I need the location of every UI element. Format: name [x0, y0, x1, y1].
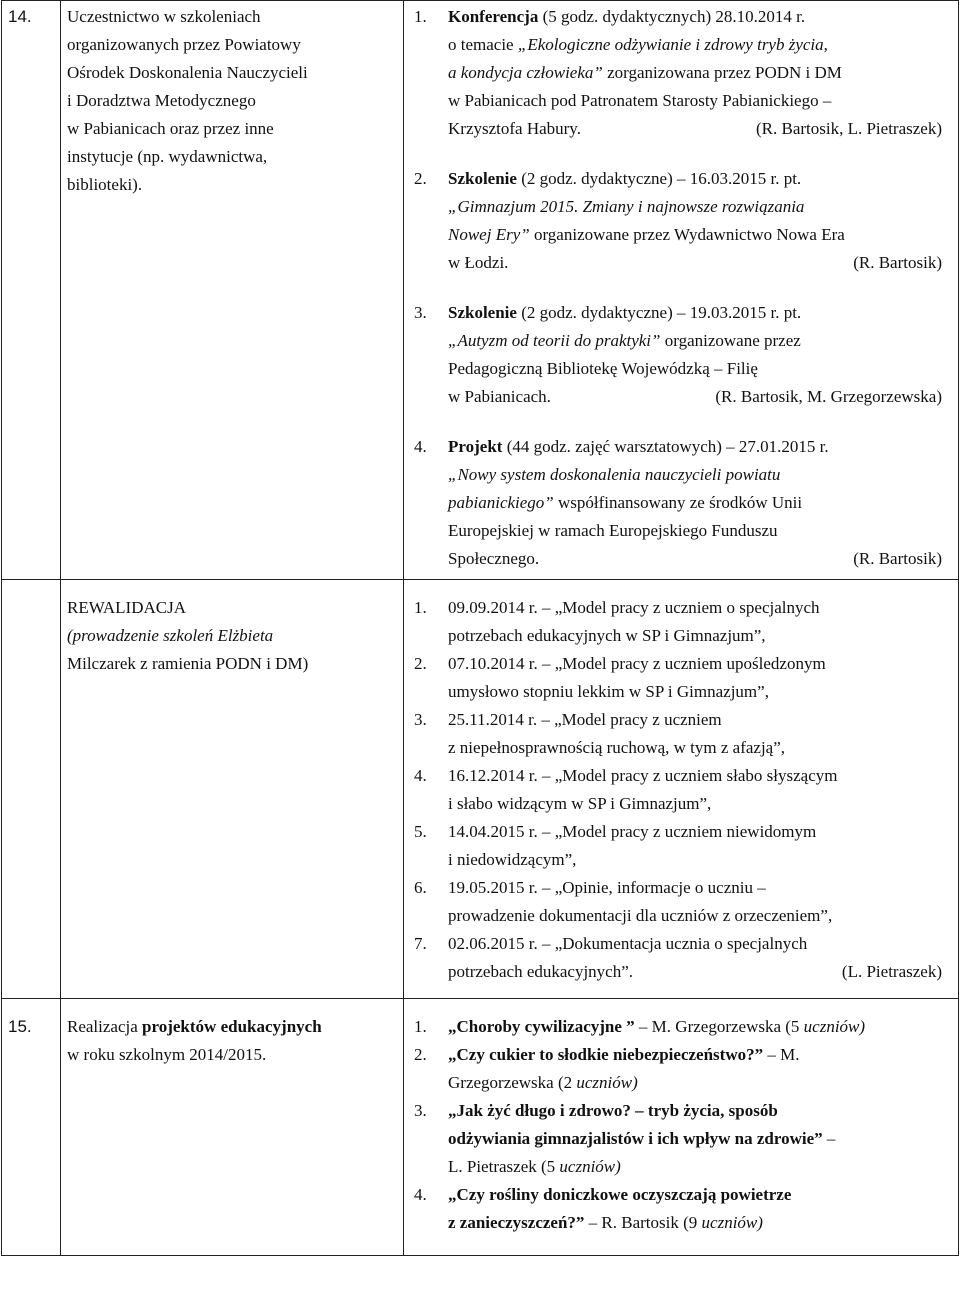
row-content — [404, 999, 959, 1256]
row-number: 15. — [2, 999, 61, 1256]
list-item: 4. 16.12.2014 r. – „Model pracy z uczniem słabo słyszącym i słabo widzącym w SP i Gimnazjum”, — [414, 766, 838, 813]
row-14 — [2, 1, 959, 580]
list-item: 5. 14.04.2015 r. – „Model pracy z uczniem niewidomym i niedowidzącym”, — [414, 822, 817, 869]
row-content — [404, 1, 959, 580]
list-item: 1. „Choroby cywilizacyjne ” – M. Grzegorzewska (5 uczniów) — [414, 1017, 866, 1036]
list-item: 3. 25.11.2014 r. – „Model pracy z uczniem z niepełnosprawnością ruchową, w tym z afazją”, — [414, 710, 786, 757]
section-title: REWALIDACJA — [67, 598, 186, 617]
list-item: 2. „Czy cukier to słodkie niebezpieczeństwo?” – M. Grzegorzewska (2 uczniów) — [414, 1045, 800, 1092]
row-description: REWALIDACJA (prowadzenie szkoleń Elżbieta Milczarek z ramienia PODN i DM) — [61, 580, 404, 999]
row-number: 14. — [2, 1, 61, 580]
row-number — [2, 580, 61, 999]
list-item: 2. Szkolenie (2 godz. dydaktyczne) – 16.03.2015 r. pt. „Gimnazjum 2015. Zmiany i najnowsze rozwiązania Nowej Ery” organizowane przez Wydawnictwo Nowa Era w Łodzi. (R. Bartosik) — [414, 165, 942, 277]
list-item: 3. „Jak żyć długo i zdrowo? – tryb życia, sposób odżywiania gimnazjalistów i ich wpływ na zdrowie” – L. Pietraszek (5 uczniów) — [414, 1101, 836, 1176]
list-item: 6. 19.05.2015 r. – „Opinie, informacje o uczniu – prowadzenie dokumentacji dla uczniów z orzeczeniem”, — [414, 878, 833, 925]
list-item: 1. 09.09.2014 r. – „Model pracy z uczniem o specjalnych potrzebach edukacyjnych w SP i Gimnazjum”, — [414, 598, 820, 645]
list-item: 3. Szkolenie (2 godz. dydaktyczne) – 19.03.2015 r. pt. „Autyzm od teorii do praktyki” organizowane przez Pedagogiczną Bibliotekę Wojewódzką – Filię w Pabianicach. (R. Bartosik, M. Grzegorzewska) — [414, 299, 942, 411]
author: (R. Bartosik) — [853, 253, 942, 272]
list-item: 4. „Czy rośliny doniczkowe oczyszczają powietrze z zanieczyszczeń?” – R. Bartosik (9 uczniów) — [414, 1185, 792, 1232]
row-content — [404, 580, 959, 999]
row-description: Uczestnictwo w szkoleniach organizowanych przez Powiatowy Ośrodek Doskonalenia Nauczycieli i Doradztwa Metodycznego w Pabianicach oraz przez inne instytucje (np. wydawnictwa, biblioteki). — [61, 1, 404, 580]
author: (R. Bartosik) — [853, 549, 942, 568]
list-item: 2. 07.10.2014 r. – „Model pracy z uczniem upośledzonym umysłowo stopniu lekkim w SP i Gimnazjum”, — [414, 654, 826, 701]
row-rewalidacja — [2, 580, 959, 999]
list-item: 7. 02.06.2015 r. – „Dokumentacja ucznia o specjalnych potrzebach edukacyjnych”. (L. Pietraszek) — [414, 930, 942, 986]
list-item: 4. Projekt (44 godz. zajęć warsztatowych) – 27.01.2015 r. „Nowy system doskonalenia nauczycieli powiatu pabianickiego” współfinansowany ze środków Unii Europejskiej w ramach Europejskiego Funduszu Społecznego. (R. Bartosik) — [414, 433, 942, 573]
list-item: 1. Konferencja (5 godz. dydaktycznych) 28.10.2014 r. o temacie „Ekologiczne odżywianie i zdrowy tryb życia, a kondycja człowieka” zorganizowana przez PODN i DM w Pabianicach pod Patronatem Starosty Pabianickiego – Krzysztofa Habury. (R. Bartosik, L. Pietraszek) — [414, 3, 942, 143]
row-description: Realizacja projektów edukacyjnych w roku szkolnym 2014/2015. — [61, 999, 404, 1256]
author: (L. Pietraszek) — [841, 962, 942, 981]
author: (R. Bartosik, M. Grzegorzewska) — [715, 387, 942, 406]
row-15 — [2, 999, 959, 1256]
report-table — [1, 0, 959, 1256]
author: (R. Bartosik, L. Pietraszek) — [755, 119, 942, 138]
